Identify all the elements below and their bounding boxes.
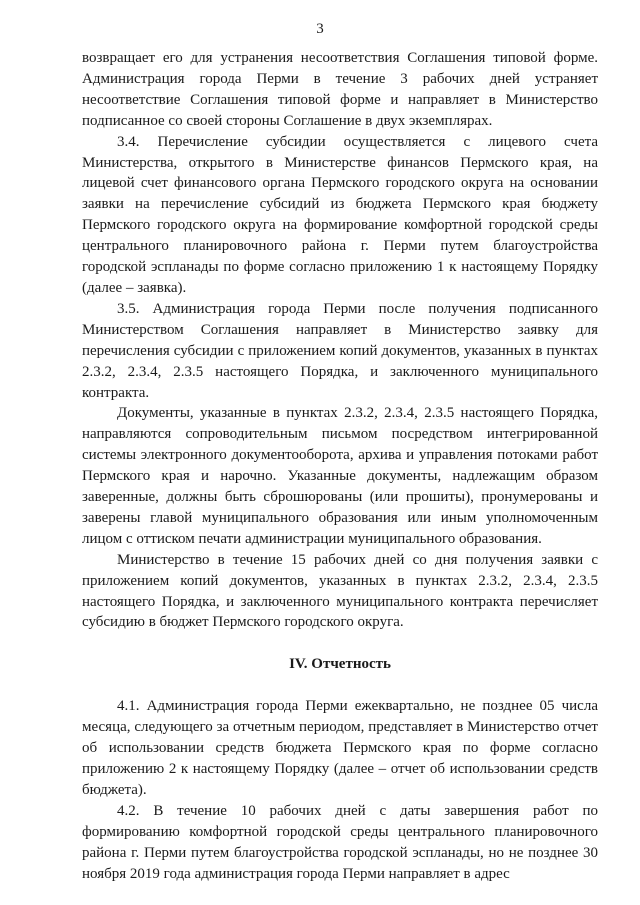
paragraph: Министерство в течение 15 рабочих дней со дня получения заявки с приложением копий документов, указанных в пунктах 2.3.2, 2.3.4, 2.3.5 настоящего Порядка, и заключенного муниципального контракта перечисляет субсидию в бюджет Пермского городского округа. xyxy=(82,551,598,631)
paragraph: 4.1. Администрация города Перми ежеквартально, не позднее 05 числа месяца, следующего за отчетным периодом, представляет в Министерство отчет об использовании средств бюджета Пермского края по форме согласно приложению 2 к настоящему Порядку (далее – отчет об использовании средств бюджета). xyxy=(82,698,598,798)
paragraph: 4.2. В течение 10 рабочих дней с даты завершения работ по формированию комфортной городской среды центрального планировочного района г. Перми путем благоустройства городской эспланады, но не позднее 30 ноября 2019 года администрация города Перми направляет в адрес xyxy=(82,802,598,882)
section-4-text xyxy=(82,696,598,884)
paragraph: 3.4. Перечисление субсидии осуществляется с лицевого счета Министерства, открытого в Министерстве финансов Пермского края, на лицевой счет финансового органа Пермского городского округа на основании заявки на перечисление субсидий из бюджета Пермского края бюджету Пермского городского округа на формирование комфортной городской среды центрального планировочного района г. Перми путем благоустройства городской эспланады по форме согласно приложению 1 к настоящему Порядку (далее – заявка). xyxy=(82,133,598,296)
paragraph: Документы, указанные в пунктах 2.3.2, 2.3.4, 2.3.5 настоящего Порядка, направляются сопроводительным письмом посредством интегрированной системы электронного документооборота, архива и управления потоками работ Пермского края и нарочно. Указанные документы, надлежащим образом заверенные, должны быть сброшюрованы (или прошиты), пронумерованы и заверены главой муниципального образования или иным уполномоченным лицом с оттиском печати администрации муниципального образования. xyxy=(82,405,598,547)
document-body xyxy=(82,48,598,885)
section-title: IV. Отчетность xyxy=(289,656,391,673)
section-3-text xyxy=(82,48,598,633)
paragraph: возвращает его для устранения несоответствия Соглашения типовой форме. Администрация города Перми в течение 3 рабочих дней устраняет несоответствие Соглашения типовой форме и направляет в Министерство подписанное со своей стороны Соглашение в двух экземплярах. xyxy=(82,50,598,129)
page-number: 3 xyxy=(316,21,324,37)
paragraph: 3.5. Администрация города Перми после получения подписанного Министерством Соглашения направляет в Министерство заявку для перечисления субсидии с приложением копий документов, указанных в пунктах 2.3.2, 2.3.4, 2.3.5 настоящего Порядка, и заключенного муниципального контракта. xyxy=(82,300,598,401)
